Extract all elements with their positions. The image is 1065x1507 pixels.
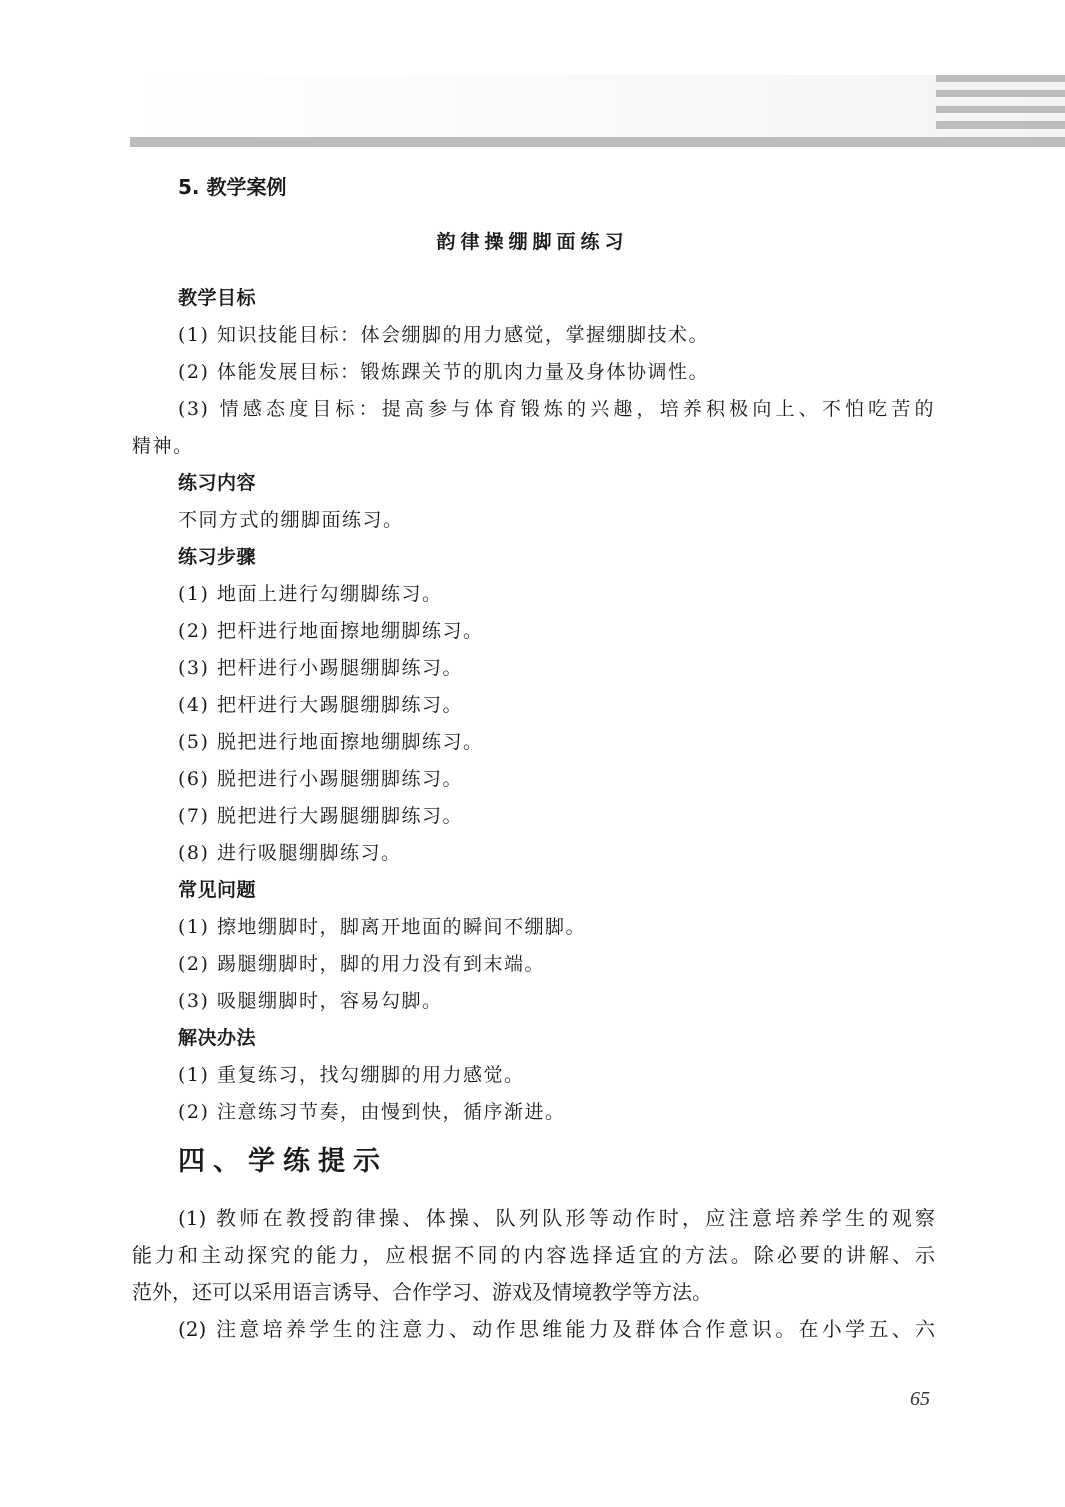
problem-item: (2) 踢腿绷脚时，脚的用力没有到末端。 xyxy=(178,953,545,975)
problem-item: (3) 吸腿绷脚时，容易勾脚。 xyxy=(178,990,443,1012)
goals-heading: 教学目标 xyxy=(178,287,257,309)
tips-heading: 四、学练提示 xyxy=(178,1146,388,1177)
steps-heading: 练习步骤 xyxy=(178,546,257,568)
step-item: (1) 地面上进行勾绷脚练习。 xyxy=(178,583,443,605)
case-body xyxy=(132,280,935,1131)
section-heading: 5. 教学案例 xyxy=(178,175,287,199)
tips-line: (2) 注意培养学生的注意力、动作思维能力及群体合作意识。在小学五、六 xyxy=(178,1317,935,1341)
goal-item: (1) 知识技能目标：体会绷脚的用力感觉，掌握绷脚技术。 xyxy=(178,324,709,346)
header-rule xyxy=(130,137,1065,147)
step-item: (8) 进行吸腿绷脚练习。 xyxy=(178,842,402,864)
header-band xyxy=(130,75,1065,137)
step-item: (4) 把杆进行大踢腿绷脚练习。 xyxy=(178,694,463,716)
tips-line: 能力和主动探究的能力，应根据不同的内容选择适宜的方法。除必要的讲解、示 xyxy=(132,1243,935,1267)
header-stripe xyxy=(936,90,1065,97)
tips-line: 范外，还可以采用语言诱导、合作学习、游戏及情境教学等方法。 xyxy=(132,1280,712,1304)
goal-item-continuation: 精神。 xyxy=(132,435,194,457)
step-item: (6) 脱把进行小踢腿绷脚练习。 xyxy=(178,768,463,790)
solutions-heading: 解决办法 xyxy=(178,1027,257,1049)
header-stripe xyxy=(936,106,1065,113)
goal-item: (3) 情感态度目标：提高参与体育锻炼的兴趣，培养积极向上、不怕吃苦的 xyxy=(178,398,935,420)
solution-item: (2) 注意练习节奏，由慢到快，循序渐进。 xyxy=(178,1101,566,1123)
step-item: (5) 脱把进行地面擦地绷脚练习。 xyxy=(178,731,484,753)
problems-heading: 常见问题 xyxy=(178,879,257,901)
step-item: (7) 脱把进行大踢腿绷脚练习。 xyxy=(178,805,463,827)
solution-item: (1) 重复练习，找勾绷脚的用力感觉。 xyxy=(178,1064,525,1086)
step-item: (2) 把杆进行地面擦地绷脚练习。 xyxy=(178,620,484,642)
goal-item: (2) 体能发展目标：锻炼踝关节的肌肉力量及身体协调性。 xyxy=(178,361,709,383)
content-heading: 练习内容 xyxy=(178,472,257,494)
page-number: 65 xyxy=(910,1388,930,1410)
tips-line: (1) 教师在教授韵律操、体操、队列队形等动作时，应注意培养学生的观察 xyxy=(178,1206,935,1230)
tips-body xyxy=(132,1200,935,1348)
problem-item: (1) 擦地绷脚时，脚离开地面的瞬间不绷脚。 xyxy=(178,916,586,938)
header-stripe xyxy=(936,121,1065,129)
header-stripe xyxy=(936,75,1065,82)
case-title: 韵律操绷脚面练习 xyxy=(436,231,629,253)
step-item: (3) 把杆进行小踢腿绷脚练习。 xyxy=(178,657,463,679)
content-text: 不同方式的绷脚面练习。 xyxy=(178,509,404,531)
